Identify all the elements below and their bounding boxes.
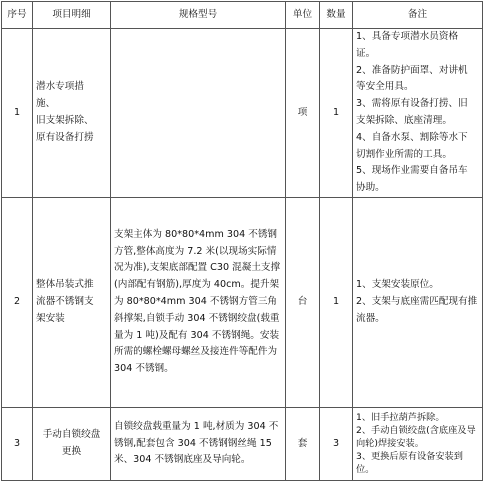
header-spec: 规格型号: [111, 2, 286, 29]
header-notes: 备注: [353, 2, 483, 29]
spec-table: [1, 1, 483, 481]
note-line: 1、支架安装原位。: [356, 279, 439, 291]
row-spec: [111, 29, 286, 198]
row-notes: [353, 197, 483, 407]
row-unit: 套: [286, 407, 320, 480]
table-header-row: [2, 2, 483, 29]
row-qty: 3: [320, 407, 353, 480]
row-notes: [353, 407, 483, 480]
row-qty: 1: [320, 29, 353, 198]
note-line: 2、准备防护面罩、对讲机: [356, 64, 468, 76]
table-row: [2, 29, 483, 198]
item-line: 旧支架拆除、: [36, 114, 94, 126]
row-unit: 项: [286, 29, 320, 198]
note-line: 支架拆除、底座清理。: [356, 114, 452, 126]
note-line: 证。: [356, 47, 376, 59]
note-line: 5、现场作业需要自备吊车: [356, 165, 468, 177]
row-no: 2: [2, 197, 33, 407]
note-line: 3、更换后原有设备安装到位。: [356, 451, 463, 476]
note-line: 协助。: [356, 182, 385, 194]
header-no: 序号: [2, 2, 33, 29]
row-no: 1: [2, 29, 33, 198]
header-qty: 数量: [320, 2, 353, 29]
note-line: 1、旧手拉葫芦拆除。: [356, 412, 445, 424]
note-line: 1、具备专项潜水员资格: [356, 31, 459, 42]
item-line: 施、: [36, 98, 56, 110]
row-unit: 台: [286, 197, 320, 407]
row-item: [33, 407, 111, 480]
note-line: 切割作业所需的工具。: [356, 148, 452, 160]
note-line: 4、自备水泵、割除等水下: [356, 131, 468, 143]
item-line: 潜水专项措: [36, 81, 84, 93]
item-line: 整体吊装式推: [36, 279, 94, 291]
row-no: 3: [2, 407, 33, 480]
item-line: 架安装: [36, 312, 65, 324]
row-qty: 1: [320, 197, 353, 407]
row-spec: 支架主体为 80*80*4mm 304 不锈钢方管,整体高度为 7.2 米(以现场实际情况为准),支架底部配置 C30 混凝土支撑(内部配有钢筋),厚度为 40cm。提升架为 80*80*4mm 304 不锈钢方管三角斜撑架,自锁手动 304 不锈钢绞盘(载重量为 1 吨)及配有 304 不锈钢绳。安装所需的螺栓螺母螺丝及接连件等配件为 304 不锈钢。: [111, 197, 286, 407]
row-item: [33, 29, 111, 198]
row-spec: 自锁绞盘载重量为 1 吨,材质为 304 不锈钢,配套包含 304 不锈钢钢丝绳 15 米、304 不锈钢底座及导向轮。: [111, 407, 286, 480]
item-line: 原有设备打捞: [36, 131, 94, 143]
item-line: 流器不锈钢支: [36, 296, 94, 308]
header-unit: 单位: [286, 2, 320, 29]
row-notes: [353, 29, 483, 198]
note-line: 等安全用具。: [356, 81, 414, 93]
note-line: 2、支架与底座需匹配现有推流器。: [356, 296, 478, 324]
item-line: 手动自锁绞盘: [42, 429, 101, 441]
note-line: 3、需将原有设备打捞、旧: [356, 98, 468, 110]
table-row: [2, 407, 483, 480]
table-row: [2, 197, 483, 407]
header-item: 项目明细: [33, 2, 111, 29]
note-line: 2、手动自锁绞盘(含底座及导向轮)焊接安装。: [356, 425, 476, 450]
row-item: [33, 197, 111, 407]
item-line: 更换: [61, 445, 82, 457]
